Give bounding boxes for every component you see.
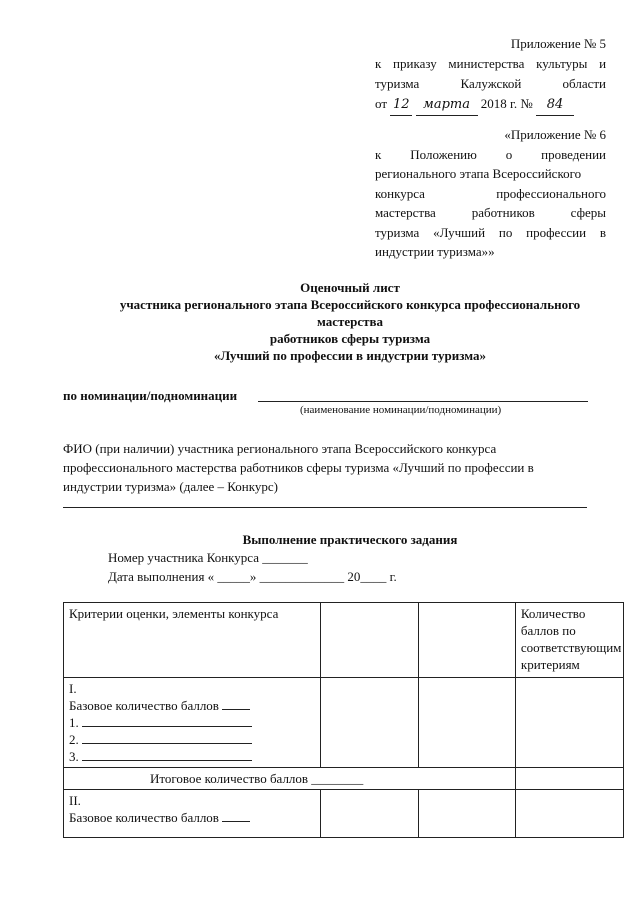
completion-date-line: Дата выполнения « _____» _____________ 20____ г. [108,569,397,584]
section1-base: Базовое количество баллов [69,697,315,714]
appendix5-title: Приложение № 5 [510,36,606,51]
title-line5: «Лучший по профессии в индустрии туризма» [214,348,486,363]
header-points: Количество баллов по соответствующим критериям [515,603,623,678]
section1-empty-cell [321,678,418,768]
total1-empty-cell [515,768,623,790]
appendix6-title: «Приложение № 6 [504,127,606,142]
nomination-underline [258,401,588,402]
participant-line3: индустрии туризма» (далее – Конкурс) [63,479,278,494]
title-line4: работников сферы туризма [269,331,431,346]
table-row-section1 [64,678,624,768]
title-line3: мастерства [316,314,384,329]
table-row-total1 [64,768,624,790]
table-row-section2 [64,790,624,838]
section1-total: Итоговое количество баллов ________ [64,768,516,790]
section2-empty-cell [515,790,623,838]
appendix6-line5: мастерства работников сферы [375,205,607,220]
section1-empty-cell [418,678,515,768]
table-header-row [64,603,624,678]
appendix6-line3: регионального этапа Всероссийского [375,166,582,181]
header-empty-cell [418,603,515,678]
nomination-label: по номинации/подноминации [63,388,238,403]
handwritten-number: 84 [536,95,574,116]
appendix6-block [375,125,606,262]
practical-heading: Выполнение практического задания [242,532,458,547]
section2-base: Базовое количество баллов [69,809,315,826]
appendix6-line2: к Положению о проведении [375,146,607,162]
nomination-caption: (наименование номинации/подноминации) [300,404,502,416]
appendix5-block [375,34,606,116]
appendix6-line4: конкурса профессионального [375,185,606,201]
header-criteria: Критерии оценки, элементы конкурса [64,603,321,678]
section2-cell [64,790,321,838]
section1-cell [64,678,321,768]
participant-block [63,439,623,496]
document-title [60,279,639,364]
section1-item2: 2. [69,731,315,748]
section1-item3: 3. [69,748,315,765]
appendix6-line7: индустрии туризма»» [375,244,495,259]
header-empty-cell [321,603,418,678]
appendix6-line6: туризма «Лучший по профессии в [375,224,606,240]
section2-numeral: II. [69,793,81,808]
participant-line2: профессионального мастерства работников сферы туризма «Лучший по профессии в [63,460,534,475]
appendix5-line3: туризма Калужской области [375,76,607,91]
appendix5-date-line: от 12 марта 2018 г. № 84 [375,94,606,116]
section1-numeral: I. [69,681,77,696]
participant-underline [63,507,587,508]
evaluation-table [63,602,624,838]
participant-number-line: Номер участника Конкурса _______ [108,550,308,565]
section2-empty-cell [418,790,515,838]
handwritten-day: 12 [390,95,412,116]
handwritten-month: марта [416,95,478,116]
appendix5-line2: к приказу министерства культуры и [375,56,607,71]
section1-empty-cell [515,678,623,768]
section2-empty-cell [321,790,418,838]
title-line1: Оценочный лист [300,280,400,295]
participant-line1: ФИО (при наличии) участника регионального этапа Всероссийского конкурса [63,441,497,456]
title-line2: участника регионального этапа Всероссийского конкурса профессионального [119,297,581,312]
section1-item1: 1. [69,714,315,731]
